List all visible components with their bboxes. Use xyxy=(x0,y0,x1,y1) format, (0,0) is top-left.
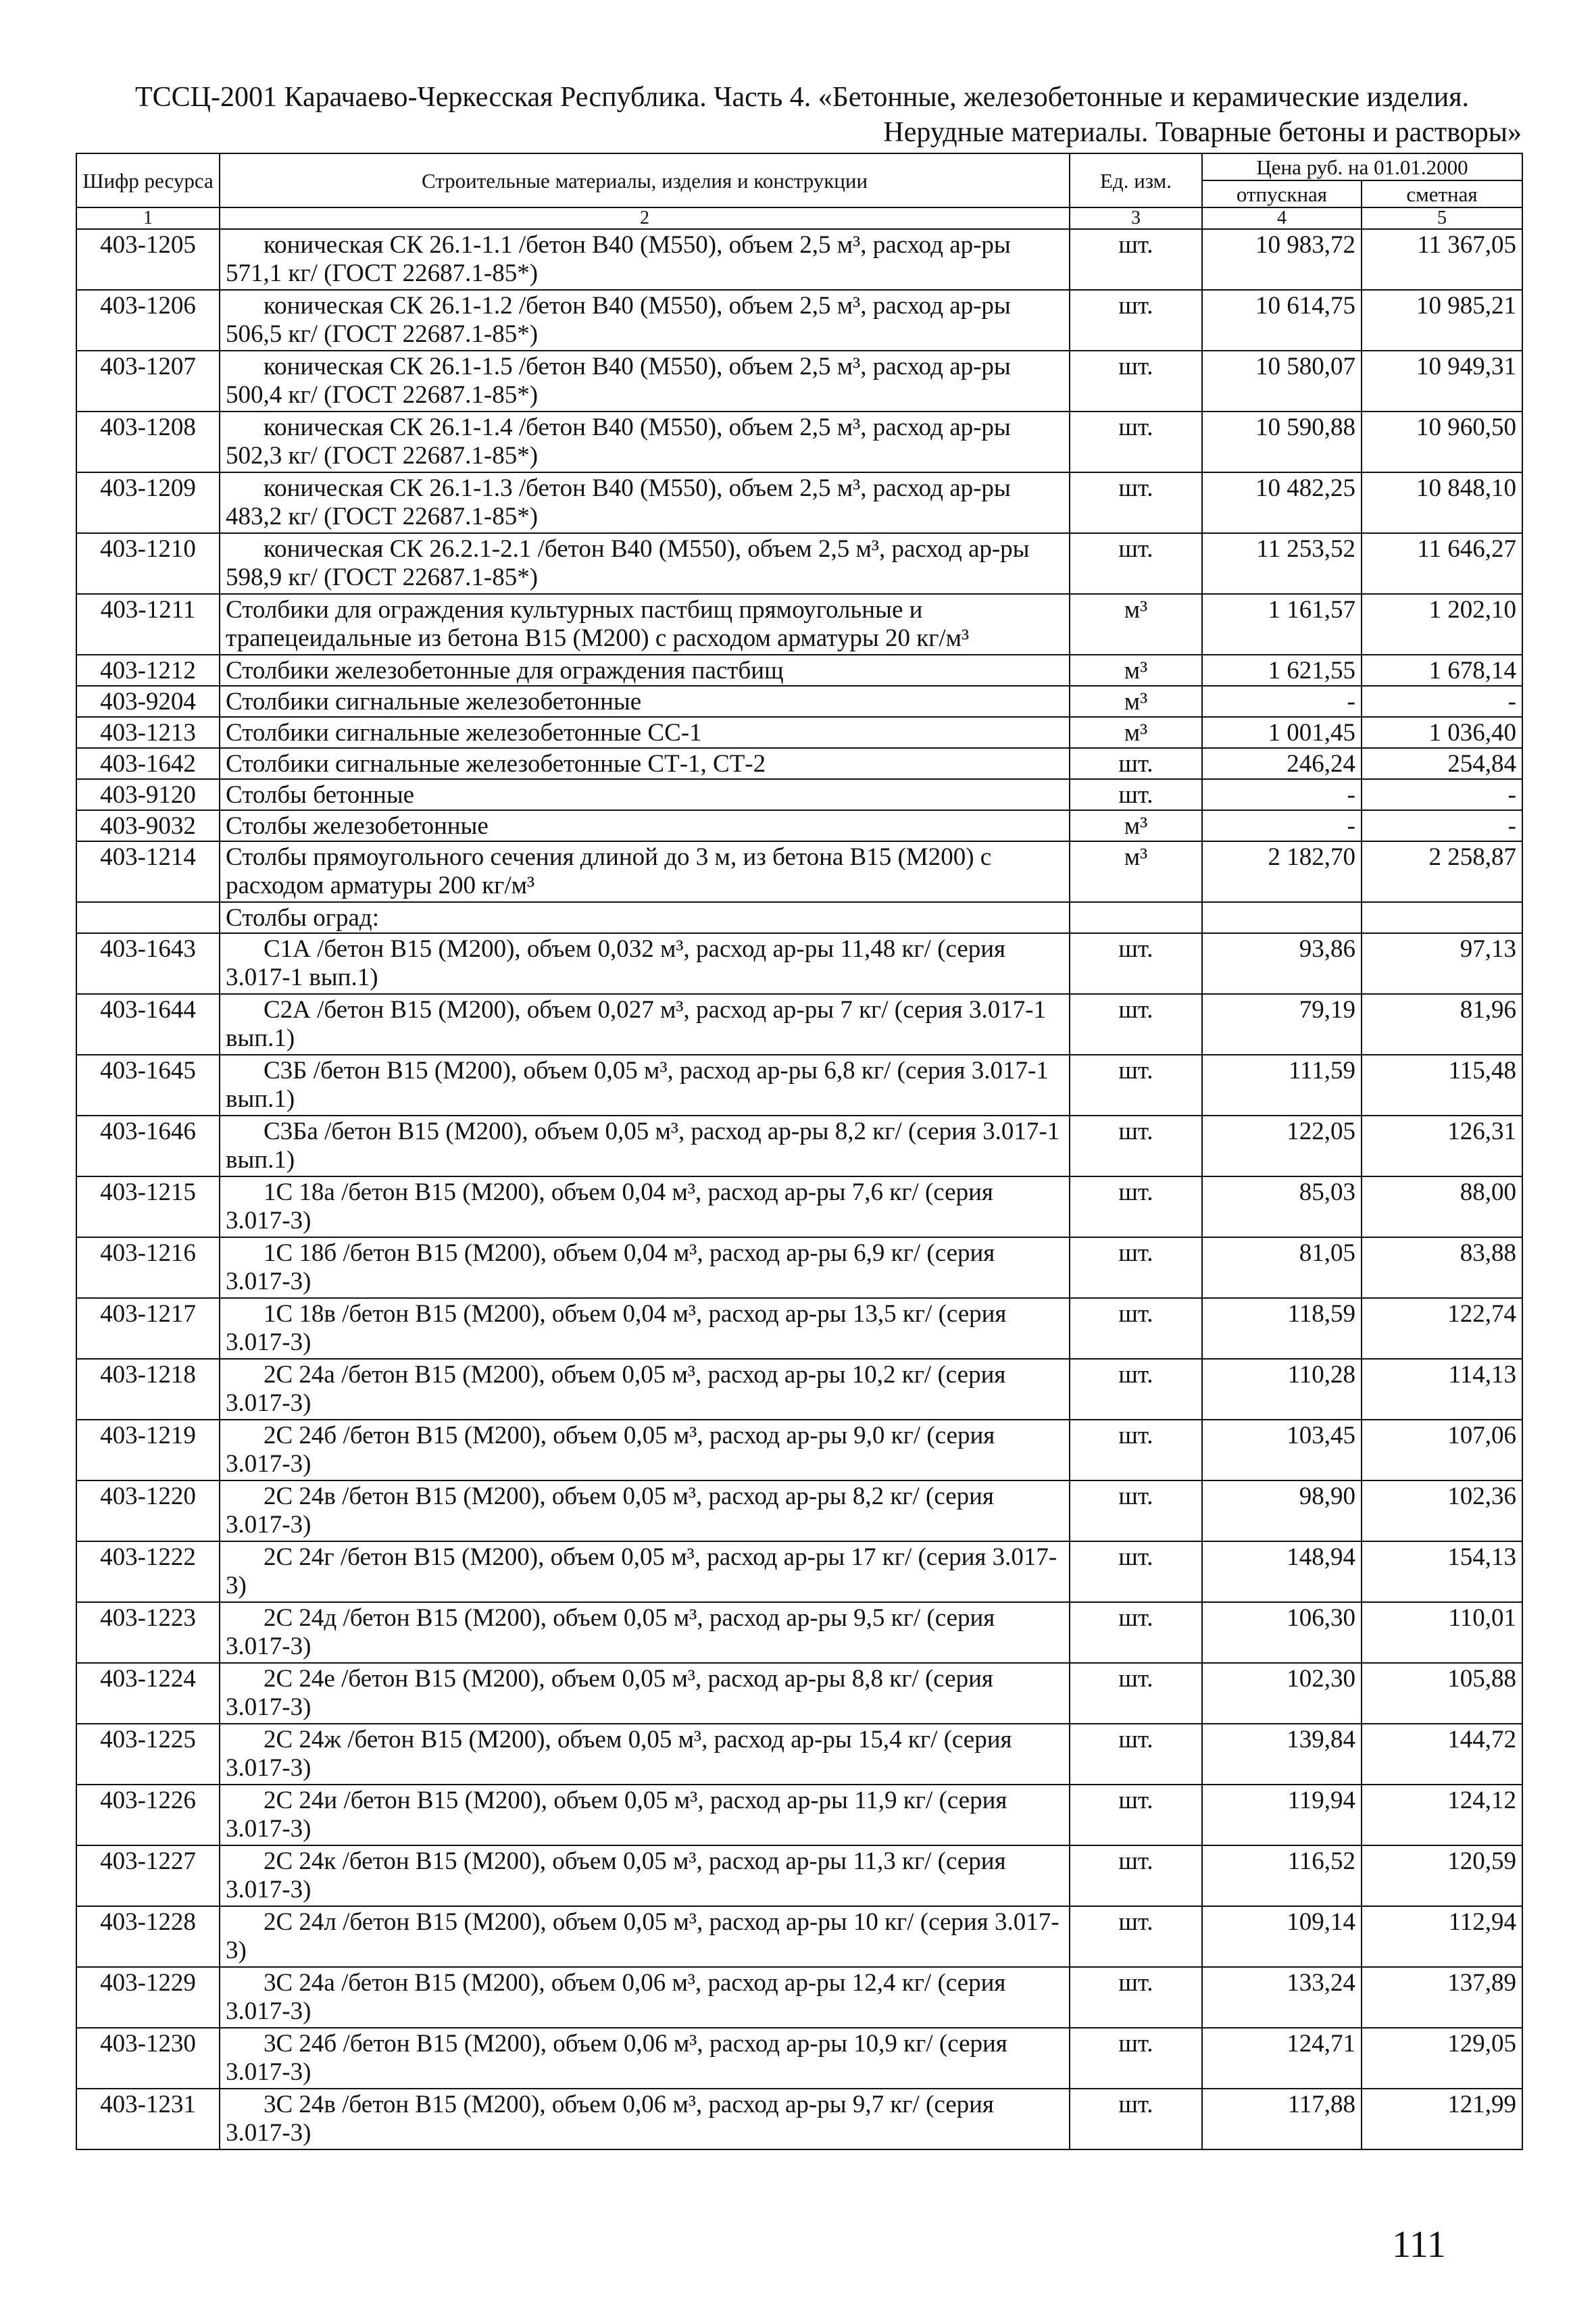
table-row xyxy=(76,472,1522,533)
table-row xyxy=(76,1785,1522,1845)
price-estimate-cell: 10 985,21 xyxy=(1362,290,1522,351)
description-cell: Столбики для ограждения культурных пастбищ прямоугольные и трапецеидальные из бетона В15 (М200) с расходом арматуры 20 кг/м³ xyxy=(220,594,1070,655)
price-sale-cell xyxy=(1202,902,1362,933)
price-sale-cell: 109,14 xyxy=(1202,1906,1362,1967)
price-sale-cell: 10 590,88 xyxy=(1202,412,1362,472)
price-sale-cell: 102,30 xyxy=(1202,1663,1362,1724)
unit-cell: шт. xyxy=(1070,1298,1202,1359)
unit-cell: шт. xyxy=(1070,1359,1202,1420)
price-estimate-cell: - xyxy=(1362,810,1522,841)
unit-cell: шт. xyxy=(1070,1480,1202,1541)
unit-cell: шт. xyxy=(1070,1055,1202,1116)
price-estimate-cell: 102,36 xyxy=(1362,1480,1522,1541)
resource-code-cell: 403-1223 xyxy=(76,1602,220,1663)
price-sale-cell: 246,24 xyxy=(1202,748,1362,779)
description-cell: Столбы прямоугольного сечения длиной до 3 м, из бетона В15 (М200) с расходом арматуры 200 кг/м³ xyxy=(220,841,1070,902)
table-row xyxy=(76,351,1522,412)
unit-cell: шт. xyxy=(1070,472,1202,533)
price-estimate-cell: 114,13 xyxy=(1362,1359,1522,1420)
resource-code-cell: 403-9032 xyxy=(76,810,220,841)
col-number: 3 xyxy=(1070,207,1202,229)
description-cell: 1С 18б /бетон В15 (М200), объем 0,04 м³, расход ар-ры 6,9 кг/ (серия 3.017-3) xyxy=(220,1237,1070,1298)
unit-cell: шт. xyxy=(1070,1176,1202,1237)
table-row xyxy=(76,1724,1522,1785)
unit-cell: шт. xyxy=(1070,1541,1202,1602)
description-cell: 2С 24б /бетон В15 (М200), объем 0,05 м³, расход ар-ры 9,0 кг/ (серия 3.017-3) xyxy=(220,1420,1070,1480)
description-cell: Столбики сигнальные железобетонные СТ-1, СТ-2 xyxy=(220,748,1070,779)
resource-code-cell: 403-1231 xyxy=(76,2089,220,2149)
table-row xyxy=(76,1541,1522,1602)
col-header-price-group: Цена руб. на 01.01.2000 xyxy=(1202,153,1522,180)
price-estimate-cell: 107,06 xyxy=(1362,1420,1522,1480)
table-row xyxy=(76,1967,1522,2028)
description-cell: С2А /бетон В15 (М200), объем 0,027 м³, расход ар-ры 7 кг/ (серия 3.017-1 вып.1) xyxy=(220,994,1070,1055)
table-row xyxy=(76,1359,1522,1420)
resource-code-cell: 403-1217 xyxy=(76,1298,220,1359)
table-row xyxy=(76,1480,1522,1541)
price-estimate-cell: 10 960,50 xyxy=(1362,412,1522,472)
price-sale-cell: 133,24 xyxy=(1202,1967,1362,2028)
price-sale-cell: 98,90 xyxy=(1202,1480,1362,1541)
description-cell: Столбики железобетонные для ограждения пастбищ xyxy=(220,655,1070,686)
price-sale-cell: 110,28 xyxy=(1202,1359,1362,1420)
table-row xyxy=(76,594,1522,655)
description-cell: коническая СК 26.1-1.3 /бетон В40 (М550), объем 2,5 м³, расход ар-ры 483,2 кг/ (ГОСТ 22687.1-85*) xyxy=(220,472,1070,533)
resource-code-cell: 403-1643 xyxy=(76,933,220,994)
price-sale-cell: 1 001,45 xyxy=(1202,717,1362,748)
price-estimate-cell: 254,84 xyxy=(1362,748,1522,779)
description-cell: коническая СК 26.1-1.2 /бетон В40 (М550), объем 2,5 м³, расход ар-ры 506,5 кг/ (ГОСТ 22687.1-85*) xyxy=(220,290,1070,351)
unit-cell: шт. xyxy=(1070,994,1202,1055)
description-cell: коническая СК 26.1-1.5 /бетон В40 (М550), объем 2,5 м³, расход ар-ры 500,4 кг/ (ГОСТ 22687.1-85*) xyxy=(220,351,1070,412)
description-cell: коническая СК 26.2.1-2.1 /бетон В40 (М550), объем 2,5 м³, расход ар-ры 598,9 кг/ (ГОСТ 22687.1-85*) xyxy=(220,533,1070,594)
table-row xyxy=(76,1298,1522,1359)
table-row xyxy=(76,2089,1522,2149)
table-row xyxy=(76,1845,1522,1906)
price-sale-cell: 118,59 xyxy=(1202,1298,1362,1359)
table-row xyxy=(76,1663,1522,1724)
col-header-name: Строительные материалы, изделия и конструкции xyxy=(220,153,1070,207)
resource-code-cell: 403-1211 xyxy=(76,594,220,655)
price-sale-cell: 117,88 xyxy=(1202,2089,1362,2149)
resource-code-cell: 403-1230 xyxy=(76,2028,220,2089)
price-sale-cell: 111,59 xyxy=(1202,1055,1362,1116)
price-sale-cell: 103,45 xyxy=(1202,1420,1362,1480)
price-sale-cell: 106,30 xyxy=(1202,1602,1362,1663)
price-estimate-cell: 126,31 xyxy=(1362,1116,1522,1176)
description-cell: 2С 24е /бетон В15 (М200), объем 0,05 м³, расход ар-ры 8,8 кг/ (серия 3.017-3) xyxy=(220,1663,1070,1724)
price-sale-cell: 85,03 xyxy=(1202,1176,1362,1237)
table-row xyxy=(76,2028,1522,2089)
description-cell: 2С 24д /бетон В15 (М200), объем 0,05 м³, расход ар-ры 9,5 кг/ (серия 3.017-3) xyxy=(220,1602,1070,1663)
price-estimate-cell: 88,00 xyxy=(1362,1176,1522,1237)
resource-code-cell: 403-1214 xyxy=(76,841,220,902)
resource-code-cell: 403-1229 xyxy=(76,1967,220,2028)
resource-code-cell: 403-1206 xyxy=(76,290,220,351)
resource-code-cell: 403-9204 xyxy=(76,686,220,717)
resource-code-cell: 403-1225 xyxy=(76,1724,220,1785)
table-row xyxy=(76,841,1522,902)
table-row xyxy=(76,810,1522,841)
description-cell: Столбы бетонные xyxy=(220,779,1070,810)
resource-code-cell: 403-1222 xyxy=(76,1541,220,1602)
unit-cell: шт. xyxy=(1070,1906,1202,1967)
price-table-body xyxy=(76,229,1522,2149)
price-sale-cell: 122,05 xyxy=(1202,1116,1362,1176)
description-cell: 3С 24б /бетон В15 (М200), объем 0,06 м³, расход ар-ры 10,9 кг/ (серия 3.017-3) xyxy=(220,2028,1070,2089)
unit-cell: шт. xyxy=(1070,1237,1202,1298)
unit-cell: шт. xyxy=(1070,2028,1202,2089)
resource-code-cell: 403-1207 xyxy=(76,351,220,412)
table-row xyxy=(76,717,1522,748)
unit-cell: шт. xyxy=(1070,1845,1202,1906)
price-sale-cell: 81,05 xyxy=(1202,1237,1362,1298)
table-row xyxy=(76,1602,1522,1663)
price-estimate-cell: 97,13 xyxy=(1362,933,1522,994)
description-cell: 3С 24в /бетон В15 (М200), объем 0,06 м³, расход ар-ры 9,7 кг/ (серия 3.017-3) xyxy=(220,2089,1070,2149)
unit-cell: шт. xyxy=(1070,1602,1202,1663)
description-cell: 1С 18а /бетон В15 (М200), объем 0,04 м³, расход ар-ры 7,6 кг/ (серия 3.017-3) xyxy=(220,1176,1070,1237)
price-estimate-cell: - xyxy=(1362,686,1522,717)
resource-code-cell: 403-1208 xyxy=(76,412,220,472)
price-sale-cell: 116,52 xyxy=(1202,1845,1362,1906)
price-sale-cell: 148,94 xyxy=(1202,1541,1362,1602)
price-estimate-cell: 137,89 xyxy=(1362,1967,1522,2028)
resource-code-cell: 403-1228 xyxy=(76,1906,220,1967)
header-line-2: Нерудные материалы. Товарные бетоны и растворы» xyxy=(883,117,1522,148)
table-row xyxy=(76,229,1522,290)
col-number: 2 xyxy=(220,207,1070,229)
price-estimate-cell: 1 036,40 xyxy=(1362,717,1522,748)
table-row xyxy=(76,1176,1522,1237)
description-cell: Столбы оград: xyxy=(220,902,1070,933)
price-estimate-cell: 1 678,14 xyxy=(1362,655,1522,686)
unit-cell: шт. xyxy=(1070,1724,1202,1785)
table-row xyxy=(76,779,1522,810)
price-estimate-cell: 120,59 xyxy=(1362,1845,1522,1906)
table-row xyxy=(76,1116,1522,1176)
description-cell: 2С 24г /бетон В15 (М200), объем 0,05 м³, расход ар-ры 17 кг/ (серия 3.017-3) xyxy=(220,1541,1070,1602)
table-row xyxy=(76,533,1522,594)
col-number: 1 xyxy=(76,207,220,229)
price-estimate-cell: 115,48 xyxy=(1362,1055,1522,1116)
table-row xyxy=(76,290,1522,351)
description-cell: 1С 18в /бетон В15 (М200), объем 0,04 м³, расход ар-ры 13,5 кг/ (серия 3.017-3) xyxy=(220,1298,1070,1359)
section-row xyxy=(76,902,1522,933)
unit-cell: шт. xyxy=(1070,1116,1202,1176)
unit-cell: шт. xyxy=(1070,229,1202,290)
price-estimate-cell: 112,94 xyxy=(1362,1906,1522,1967)
table-row xyxy=(76,686,1522,717)
price-estimate-cell: 129,05 xyxy=(1362,2028,1522,2089)
price-sale-cell: 124,71 xyxy=(1202,2028,1362,2089)
description-cell: 2С 24и /бетон В15 (М200), объем 0,05 м³, расход ар-ры 11,9 кг/ (серия 3.017-3) xyxy=(220,1785,1070,1845)
price-estimate-cell: 144,72 xyxy=(1362,1724,1522,1785)
resource-code-cell: 403-1226 xyxy=(76,1785,220,1845)
description-cell: 2С 24а /бетон В15 (М200), объем 0,05 м³, расход ар-ры 10,2 кг/ (серия 3.017-3) xyxy=(220,1359,1070,1420)
description-cell: 2С 24ж /бетон В15 (М200), объем 0,05 м³, расход ар-ры 15,4 кг/ (серия 3.017-3) xyxy=(220,1724,1070,1785)
resource-code-cell: 403-1209 xyxy=(76,472,220,533)
resource-code-cell: 403-1216 xyxy=(76,1237,220,1298)
unit-cell: м³ xyxy=(1070,841,1202,902)
unit-cell: шт. xyxy=(1070,1420,1202,1480)
resource-code-cell: 403-1212 xyxy=(76,655,220,686)
table-row xyxy=(76,994,1522,1055)
price-sale-cell: 10 983,72 xyxy=(1202,229,1362,290)
description-cell: 2С 24к /бетон В15 (М200), объем 0,05 м³, расход ар-ры 11,3 кг/ (серия 3.017-3) xyxy=(220,1845,1070,1906)
description-cell: 2С 24л /бетон В15 (М200), объем 0,05 м³, расход ар-ры 10 кг/ (серия 3.017-3) xyxy=(220,1906,1070,1967)
description-cell: 2С 24в /бетон В15 (М200), объем 0,05 м³, расход ар-ры 8,2 кг/ (серия 3.017-3) xyxy=(220,1480,1070,1541)
col-number: 5 xyxy=(1362,207,1522,229)
resource-code-cell: 403-1205 xyxy=(76,229,220,290)
resource-code-cell: 403-1219 xyxy=(76,1420,220,1480)
unit-cell: м³ xyxy=(1070,655,1202,686)
unit-cell: шт. xyxy=(1070,1785,1202,1845)
unit-cell: шт. xyxy=(1070,412,1202,472)
price-sale-cell: 139,84 xyxy=(1202,1724,1362,1785)
resource-code-cell: 403-1218 xyxy=(76,1359,220,1420)
price-sale-cell: 79,19 xyxy=(1202,994,1362,1055)
price-sale-cell: - xyxy=(1202,779,1362,810)
table-row xyxy=(76,655,1522,686)
unit-cell xyxy=(1070,902,1202,933)
resource-code-cell xyxy=(76,902,220,933)
col-header-code: Шифр ресурса xyxy=(76,153,220,207)
table-row xyxy=(76,412,1522,472)
col-header-price-sale: отпускная xyxy=(1202,180,1362,207)
unit-cell: шт. xyxy=(1070,748,1202,779)
table-row xyxy=(76,748,1522,779)
resource-code-cell: 403-1642 xyxy=(76,748,220,779)
price-estimate-cell: 110,01 xyxy=(1362,1602,1522,1663)
price-sale-cell: 10 580,07 xyxy=(1202,351,1362,412)
unit-cell: шт. xyxy=(1070,1967,1202,2028)
description-cell: коническая СК 26.1-1.1 /бетон В40 (М550), объем 2,5 м³, расход ар-ры 571,1 кг/ (ГОСТ 22687.1-85*) xyxy=(220,229,1070,290)
resource-code-cell: 403-1646 xyxy=(76,1116,220,1176)
price-estimate-cell: 11 367,05 xyxy=(1362,229,1522,290)
table-row xyxy=(76,1237,1522,1298)
price-sale-cell: 2 182,70 xyxy=(1202,841,1362,902)
unit-cell: шт. xyxy=(1070,290,1202,351)
header-line-1: ТССЦ-2001 Карачаево-Черкесская Республика. Часть 4. «Бетонные, железобетонные и керамические изделия. xyxy=(135,82,1470,113)
price-estimate-cell: 121,99 xyxy=(1362,2089,1522,2149)
price-sale-cell: 93,86 xyxy=(1202,933,1362,994)
price-estimate-cell xyxy=(1362,902,1522,933)
resource-code-cell: 403-1215 xyxy=(76,1176,220,1237)
price-estimate-cell: 105,88 xyxy=(1362,1663,1522,1724)
price-table xyxy=(76,153,1523,2150)
resource-code-cell: 403-1644 xyxy=(76,994,220,1055)
resource-code-cell: 403-1220 xyxy=(76,1480,220,1541)
unit-cell: м³ xyxy=(1070,594,1202,655)
description-cell: С1А /бетон В15 (М200), объем 0,032 м³, расход ар-ры 11,48 кг/ (серия 3.017-1 вып.1) xyxy=(220,933,1070,994)
price-estimate-cell: 124,12 xyxy=(1362,1785,1522,1845)
unit-cell: м³ xyxy=(1070,717,1202,748)
table-row xyxy=(76,1420,1522,1480)
price-sale-cell: 1 161,57 xyxy=(1202,594,1362,655)
column-number-row xyxy=(76,207,1522,229)
price-sale-cell: 10 482,25 xyxy=(1202,472,1362,533)
price-estimate-cell: 10 848,10 xyxy=(1362,472,1522,533)
price-estimate-cell: 83,88 xyxy=(1362,1237,1522,1298)
unit-cell: шт. xyxy=(1070,533,1202,594)
price-estimate-cell: 154,13 xyxy=(1362,1541,1522,1602)
resource-code-cell: 403-9120 xyxy=(76,779,220,810)
resource-code-cell: 403-1210 xyxy=(76,533,220,594)
unit-cell: шт. xyxy=(1070,351,1202,412)
price-sale-cell: 11 253,52 xyxy=(1202,533,1362,594)
price-sale-cell: 10 614,75 xyxy=(1202,290,1362,351)
resource-code-cell: 403-1227 xyxy=(76,1845,220,1906)
description-cell: Столбики сигнальные железобетонные xyxy=(220,686,1070,717)
price-estimate-cell: 10 949,31 xyxy=(1362,351,1522,412)
description-cell: Столбики сигнальные железобетонные СС-1 xyxy=(220,717,1070,748)
page-header xyxy=(74,80,1522,150)
table-row xyxy=(76,1055,1522,1116)
price-sale-cell: - xyxy=(1202,686,1362,717)
price-estimate-cell: 2 258,87 xyxy=(1362,841,1522,902)
unit-cell: шт. xyxy=(1070,2089,1202,2149)
resource-code-cell: 403-1213 xyxy=(76,717,220,748)
unit-cell: шт. xyxy=(1070,1663,1202,1724)
resource-code-cell: 403-1224 xyxy=(76,1663,220,1724)
price-sale-cell: 1 621,55 xyxy=(1202,655,1362,686)
unit-cell: м³ xyxy=(1070,810,1202,841)
description-cell: коническая СК 26.1-1.4 /бетон В40 (М550), объем 2,5 м³, расход ар-ры 502,3 кг/ (ГОСТ 22687.1-85*) xyxy=(220,412,1070,472)
page-number: 111 xyxy=(1392,2224,1446,2266)
description-cell: С3Б /бетон В15 (М200), объем 0,05 м³, расход ар-ры 6,8 кг/ (серия 3.017-1 вып.1) xyxy=(220,1055,1070,1116)
resource-code-cell: 403-1645 xyxy=(76,1055,220,1116)
price-estimate-cell: 11 646,27 xyxy=(1362,533,1522,594)
col-header-price-estimate: сметная xyxy=(1362,180,1522,207)
description-cell: С3Ба /бетон В15 (М200), объем 0,05 м³, расход ар-ры 8,2 кг/ (серия 3.017-1 вып.1) xyxy=(220,1116,1070,1176)
description-cell: 3С 24а /бетон В15 (М200), объем 0,06 м³, расход ар-ры 12,4 кг/ (серия 3.017-3) xyxy=(220,1967,1070,2028)
table-row xyxy=(76,1906,1522,1967)
table-row xyxy=(76,933,1522,994)
price-sale-cell: 119,94 xyxy=(1202,1785,1362,1845)
price-estimate-cell: - xyxy=(1362,779,1522,810)
col-number: 4 xyxy=(1202,207,1362,229)
price-sale-cell: - xyxy=(1202,810,1362,841)
price-estimate-cell: 122,74 xyxy=(1362,1298,1522,1359)
price-estimate-cell: 1 202,10 xyxy=(1362,594,1522,655)
unit-cell: шт. xyxy=(1070,933,1202,994)
col-header-unit: Ед. изм. xyxy=(1070,153,1202,207)
description-cell: Столбы железобетонные xyxy=(220,810,1070,841)
unit-cell: шт. xyxy=(1070,779,1202,810)
price-estimate-cell: 81,96 xyxy=(1362,994,1522,1055)
unit-cell: м³ xyxy=(1070,686,1202,717)
